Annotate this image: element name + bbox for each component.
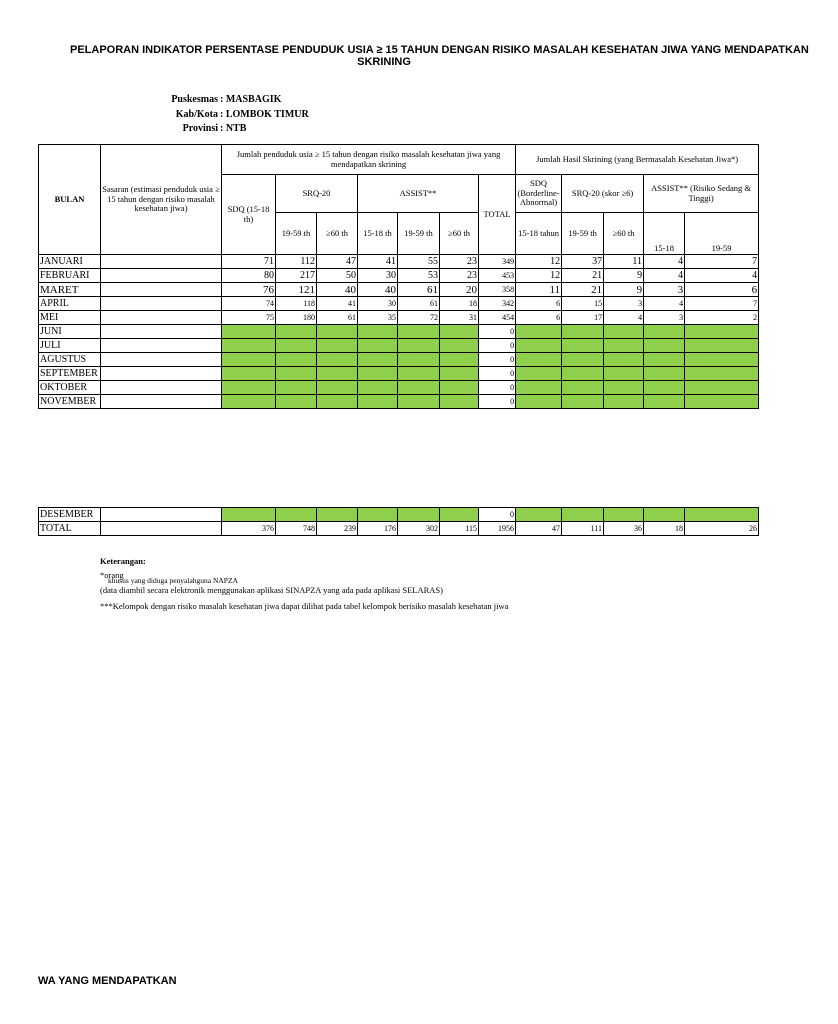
sub-assist-60: ≥60 th — [440, 213, 479, 255]
col-total: TOTAL — [479, 175, 516, 255]
month-cell: NOVEMBER — [39, 395, 101, 409]
value-cell: 3 — [644, 283, 685, 297]
value-cell — [644, 325, 685, 339]
value-cell — [317, 339, 358, 353]
value-cell: 0 — [479, 395, 516, 409]
value-cell: 6 — [685, 283, 759, 297]
month-cell: JULI — [39, 339, 101, 353]
value-cell — [317, 367, 358, 381]
value-cell: 121 — [276, 283, 317, 297]
value-cell — [358, 367, 398, 381]
value-cell: 4 — [644, 255, 685, 269]
value-cell — [317, 353, 358, 367]
lower-table — [38, 507, 759, 536]
value-cell — [644, 381, 685, 395]
sasaran-cell — [101, 311, 222, 325]
value-cell — [222, 325, 276, 339]
footer-title-fragment: WA YANG MENDAPATKAN — [38, 975, 177, 987]
month-cell: OKTOBER — [39, 381, 101, 395]
value-cell: 55 — [398, 255, 440, 269]
sub-srq-1959: 19-59 th — [276, 213, 317, 255]
month-cell: SEPTEMBER — [39, 367, 101, 381]
value-cell: 40 — [317, 283, 358, 297]
value-cell — [222, 339, 276, 353]
table-row — [39, 297, 759, 311]
value-cell — [276, 339, 317, 353]
value-cell — [440, 367, 479, 381]
sub-assist-1959: 19-59 th — [398, 213, 440, 255]
value-cell: 3 — [604, 297, 644, 311]
value-cell — [685, 353, 759, 367]
value-cell — [398, 508, 440, 522]
value-cell — [276, 367, 317, 381]
value-cell: 61 — [398, 297, 440, 311]
value-cell: 176 — [358, 522, 398, 536]
value-cell — [516, 339, 562, 353]
value-cell: 31 — [440, 311, 479, 325]
note-3: ***Kelompok dengan risiko masalah kesehatan jiwa dapat dilihat pada tabel kelompok berisiko masalah kesehatan jiwa — [100, 601, 509, 611]
table-row — [39, 395, 759, 409]
sasaran-cell — [101, 395, 222, 409]
value-cell: 3 — [644, 311, 685, 325]
report-title — [0, 44, 809, 56]
sasaran-cell — [101, 522, 222, 536]
value-cell: 454 — [479, 311, 516, 325]
sub-srq-60: ≥60 th — [317, 213, 358, 255]
title-line-1: PELAPORAN INDIKATOR PERSENTASE PENDUDUK USIA ≥ 15 TAHUN DENGAN RISIKO MASALAH KESEHATAN JIWA YANG MENDAPATKAN — [70, 44, 809, 56]
table-row — [39, 353, 759, 367]
value-cell — [276, 395, 317, 409]
value-cell: 0 — [479, 508, 516, 522]
value-cell: 21 — [562, 269, 604, 283]
table-row — [39, 283, 759, 297]
value-cell: 36 — [604, 522, 644, 536]
table-row — [39, 255, 759, 269]
month-cell: JUNI — [39, 325, 101, 339]
col-srq-hasil: SRQ-20 (skor ≥6) — [562, 175, 644, 213]
sasaran-cell — [101, 353, 222, 367]
value-cell: 4 — [644, 297, 685, 311]
value-cell: 0 — [479, 325, 516, 339]
value-cell — [604, 395, 644, 409]
value-cell — [516, 508, 562, 522]
value-cell: 37 — [562, 255, 604, 269]
value-cell: 18 — [440, 297, 479, 311]
value-cell — [440, 353, 479, 367]
value-cell — [358, 353, 398, 367]
table-row — [39, 508, 759, 522]
value-cell: 6 — [516, 297, 562, 311]
value-cell — [562, 395, 604, 409]
value-cell: 2 — [685, 311, 759, 325]
sasaran-cell — [101, 269, 222, 283]
value-cell: 112 — [276, 255, 317, 269]
month-cell: FEBRUARI — [39, 269, 101, 283]
value-cell: 20 — [440, 283, 479, 297]
value-cell — [440, 395, 479, 409]
table-row — [39, 269, 759, 283]
value-cell — [562, 325, 604, 339]
value-cell: 41 — [317, 297, 358, 311]
value-cell: 376 — [222, 522, 276, 536]
value-cell: 41 — [358, 255, 398, 269]
value-cell — [358, 339, 398, 353]
table-body — [39, 255, 759, 409]
value-cell: 26 — [685, 522, 759, 536]
value-cell: 11 — [604, 255, 644, 269]
table-row — [39, 381, 759, 395]
value-cell: 53 — [398, 269, 440, 283]
sub-srq-hasil-60: ≥60 th — [604, 213, 644, 255]
value-cell: 35 — [358, 311, 398, 325]
value-cell — [440, 339, 479, 353]
value-cell: 4 — [685, 269, 759, 283]
meta-label: Provinsi — [182, 123, 218, 134]
value-cell — [398, 367, 440, 381]
value-cell: 9 — [604, 283, 644, 297]
value-cell: 80 — [222, 269, 276, 283]
value-cell: 453 — [479, 269, 516, 283]
meta-value: : NTB — [220, 123, 247, 134]
table-row — [39, 339, 759, 353]
report-table — [38, 144, 759, 409]
value-cell — [222, 367, 276, 381]
value-cell: 342 — [479, 297, 516, 311]
total-row — [39, 522, 759, 536]
value-cell — [276, 325, 317, 339]
month-cell: DESEMBER — [39, 508, 101, 522]
value-cell — [276, 508, 317, 522]
value-cell: 75 — [222, 311, 276, 325]
value-cell: 12 — [516, 255, 562, 269]
value-cell: 21 — [562, 283, 604, 297]
value-cell: 30 — [358, 297, 398, 311]
sub-sdq-hasil: 15-18 tahun — [516, 213, 562, 255]
value-cell — [358, 381, 398, 395]
value-cell — [685, 367, 759, 381]
value-cell: 6 — [516, 311, 562, 325]
value-cell — [685, 325, 759, 339]
sasaran-cell — [101, 381, 222, 395]
month-cell: MEI — [39, 311, 101, 325]
month-cell: APRIL — [39, 297, 101, 311]
value-cell — [440, 508, 479, 522]
sasaran-cell — [101, 508, 222, 522]
value-cell: 0 — [479, 353, 516, 367]
value-cell — [276, 381, 317, 395]
value-cell — [440, 325, 479, 339]
sub-srq-hasil-1959: 19-59 th — [562, 213, 604, 255]
value-cell — [562, 367, 604, 381]
value-cell: 76 — [222, 283, 276, 297]
col-assist: ASSIST** — [358, 175, 479, 213]
sasaran-cell — [101, 255, 222, 269]
value-cell: 47 — [317, 255, 358, 269]
value-cell: 7 — [685, 255, 759, 269]
sub-assist-hasil-1959: 19-59 — [685, 213, 759, 255]
value-cell: 72 — [398, 311, 440, 325]
value-cell: 50 — [317, 269, 358, 283]
note-1b: khusus yang diduga penyalahguna NAPZA — [108, 576, 238, 585]
value-cell — [562, 339, 604, 353]
value-cell: 118 — [276, 297, 317, 311]
value-cell — [516, 353, 562, 367]
value-cell — [398, 339, 440, 353]
value-cell: 4 — [604, 311, 644, 325]
value-cell — [276, 353, 317, 367]
lower-table-wrapper — [38, 507, 757, 536]
value-cell — [562, 381, 604, 395]
value-cell — [516, 395, 562, 409]
group-skrining: Jumlah penduduk usia ≥ 15 tahun dengan risiko masalah kesehatan jiwa yang mendapatkan skrining — [222, 145, 516, 175]
value-cell: 358 — [479, 283, 516, 297]
value-cell — [604, 325, 644, 339]
value-cell — [644, 367, 685, 381]
value-cell — [358, 508, 398, 522]
value-cell — [562, 353, 604, 367]
value-cell: 61 — [317, 311, 358, 325]
value-cell — [644, 395, 685, 409]
value-cell: 0 — [479, 339, 516, 353]
value-cell: 40 — [358, 283, 398, 297]
value-cell — [644, 353, 685, 367]
value-cell — [604, 367, 644, 381]
value-cell: 4 — [644, 269, 685, 283]
col-srq: SRQ-20 — [276, 175, 358, 213]
value-cell — [222, 381, 276, 395]
value-cell — [516, 367, 562, 381]
value-cell: 15 — [562, 297, 604, 311]
value-cell — [562, 508, 604, 522]
value-cell: 115 — [440, 522, 479, 536]
value-cell: 239 — [317, 522, 358, 536]
sub-assist-1518: 15-18 th — [358, 213, 398, 255]
col-sdq: SDQ (15-18 th) — [222, 175, 276, 255]
sasaran-cell — [101, 367, 222, 381]
value-cell — [317, 325, 358, 339]
note-2: (data diambil secara elektronik menggunakan aplikasi SINAPZA yang ada pada aplikasi SELARAS) — [100, 585, 443, 595]
table-row — [39, 311, 759, 325]
value-cell: 111 — [562, 522, 604, 536]
meta-label: Puskesmas — [171, 94, 218, 105]
value-cell — [604, 339, 644, 353]
value-cell: 1956 — [479, 522, 516, 536]
value-cell — [222, 508, 276, 522]
value-cell — [516, 381, 562, 395]
meta-value: : MASBAGIK — [220, 94, 282, 105]
value-cell — [685, 339, 759, 353]
value-cell: 180 — [276, 311, 317, 325]
value-cell: 217 — [276, 269, 317, 283]
value-cell — [440, 381, 479, 395]
value-cell: 61 — [398, 283, 440, 297]
sub-assist-hasil-1518: 15-18 — [644, 213, 685, 255]
lower-table-body — [39, 508, 759, 536]
sasaran-cell — [101, 297, 222, 311]
sasaran-cell — [101, 283, 222, 297]
month-cell: MARET — [39, 283, 101, 297]
report-title-line-2: SKRINING — [357, 56, 411, 68]
value-cell — [317, 381, 358, 395]
value-cell: 74 — [222, 297, 276, 311]
sasaran-cell — [101, 339, 222, 353]
value-cell — [222, 395, 276, 409]
value-cell — [604, 508, 644, 522]
value-cell — [398, 381, 440, 395]
report-table-wrapper — [38, 144, 758, 409]
value-cell — [516, 325, 562, 339]
table-row — [39, 367, 759, 381]
value-cell: 23 — [440, 255, 479, 269]
note-1: *orang — [100, 570, 124, 580]
value-cell: 7 — [685, 297, 759, 311]
value-cell — [317, 395, 358, 409]
value-cell — [685, 381, 759, 395]
group-hasil: Jumlah Hasil Skrining (yang Bermasalah Kesehatan Jiwa*) — [516, 145, 759, 175]
value-cell: 748 — [276, 522, 317, 536]
month-cell: JANUARI — [39, 255, 101, 269]
value-cell — [685, 395, 759, 409]
col-sasaran: Sasaran (estimasi penduduk usia ≥ 15 tahun dengan risiko masalah kesehatan jiwa) — [101, 145, 222, 255]
value-cell: 23 — [440, 269, 479, 283]
value-cell: 349 — [479, 255, 516, 269]
value-cell — [398, 353, 440, 367]
value-cell — [604, 353, 644, 367]
value-cell: 302 — [398, 522, 440, 536]
col-bulan: BULAN — [39, 145, 101, 255]
value-cell — [398, 395, 440, 409]
value-cell: 11 — [516, 283, 562, 297]
col-sdq-hasil: SDQ (Borderline- Abnormal) — [516, 175, 562, 213]
value-cell: 12 — [516, 269, 562, 283]
value-cell: 47 — [516, 522, 562, 536]
meta-value: : LOMBOK TIMUR — [220, 109, 309, 120]
value-cell: 0 — [479, 381, 516, 395]
value-cell: 71 — [222, 255, 276, 269]
value-cell — [644, 339, 685, 353]
value-cell — [222, 353, 276, 367]
table-row — [39, 325, 759, 339]
notes-title: Keterangan: — [100, 556, 146, 566]
value-cell — [398, 325, 440, 339]
value-cell — [358, 325, 398, 339]
value-cell: 0 — [479, 367, 516, 381]
value-cell: 18 — [644, 522, 685, 536]
meta-label: Kab/Kota — [175, 109, 218, 120]
value-cell: 9 — [604, 269, 644, 283]
value-cell — [604, 381, 644, 395]
month-cell: TOTAL — [39, 522, 101, 536]
value-cell: 17 — [562, 311, 604, 325]
month-cell: AGUSTUS — [39, 353, 101, 367]
sasaran-cell — [101, 325, 222, 339]
col-assist-hasil: ASSIST** (Risiko Sedang & Tinggi) — [644, 175, 759, 213]
value-cell — [685, 508, 759, 522]
value-cell — [644, 508, 685, 522]
value-cell — [358, 395, 398, 409]
value-cell — [317, 508, 358, 522]
value-cell: 30 — [358, 269, 398, 283]
